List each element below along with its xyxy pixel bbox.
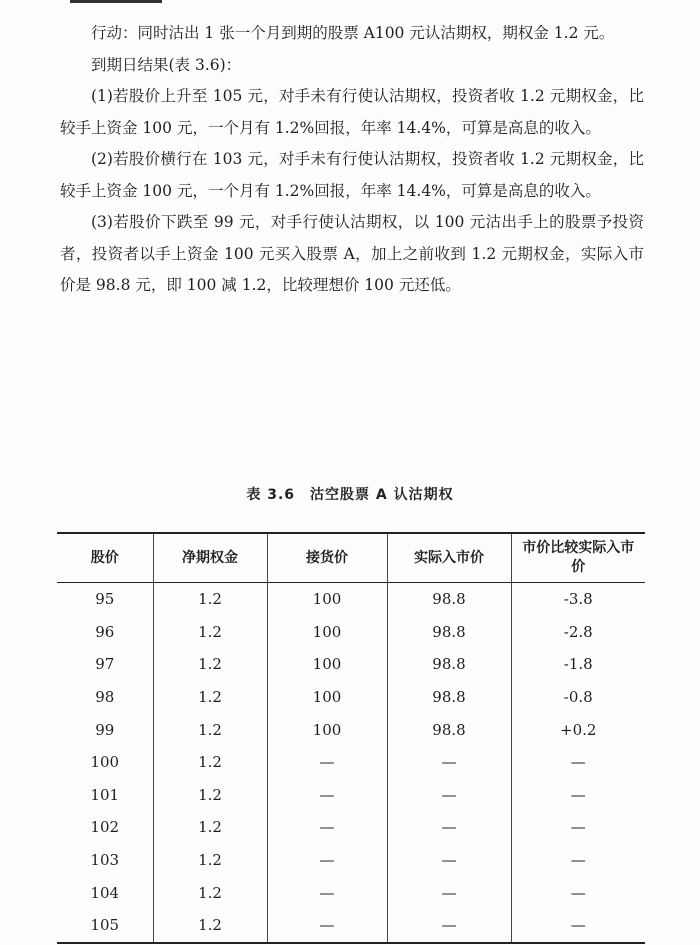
body-text (60, 18, 644, 302)
header-strike-price: 接货价 (267, 533, 387, 583)
cell-effective-entry-price: — (387, 844, 511, 877)
cell-effective-entry-price: — (387, 811, 511, 844)
cell-stock-price: 98 (95, 688, 115, 707)
cell-effective-entry-price: — (387, 909, 511, 943)
cell-stock-price: 105 (90, 916, 120, 935)
paragraph-case-3: (3)若股价下跌至 99 元，对手行使认沽期权，以 100 元沽出手上的股票予投资者，投资者以手上资金 100 元买入股票 A，加上之前收到 1.2 元期权金，实际入市价是 98.8 元，即 100 减 1.2，比较理想价 100 元还低。 (60, 213, 644, 294)
paragraph-expiry-results: 到期日结果(表 3.6)： (91, 55, 242, 74)
cell-net-premium: 1.2 (153, 616, 267, 649)
cell-effective-entry-price: 98.8 (387, 681, 511, 714)
cell-stock-price: 96 (95, 622, 115, 641)
header-effective-entry-price: 实际入市价 (387, 533, 511, 583)
cell-net-premium: 1.2 (153, 648, 267, 681)
table-title: 表 3.6 沽空股票 A 认沽期权 (246, 487, 454, 503)
cell-market-vs-entry: — (511, 844, 645, 877)
cell-stock-price: 104 (90, 883, 120, 902)
cell-stock-price: 103 (90, 851, 120, 870)
table-row (57, 909, 645, 943)
paragraph-action: 行动：同时沽出 1 张一个月到期的股票 A100 元认沽期权，期权金 1.2 元。 (91, 24, 615, 42)
top-rule (70, 0, 162, 3)
cell-net-premium: 1.2 (153, 811, 267, 844)
cell-market-vs-entry: -0.8 (511, 681, 645, 714)
cell-stock-price: 100 (90, 753, 120, 772)
cell-market-vs-entry: — (511, 909, 645, 943)
cell-stock-price: 99 (95, 720, 115, 739)
table-row (57, 876, 645, 909)
header-market-vs-entry: 市价比较实际入市价 (511, 533, 645, 583)
cell-market-vs-entry: — (511, 779, 645, 812)
cell-strike-price: 100 (267, 583, 387, 616)
cell-effective-entry-price: 98.8 (387, 616, 511, 649)
table-row (57, 616, 645, 649)
cell-strike-price: — (267, 844, 387, 877)
cell-market-vs-entry: -1.8 (511, 648, 645, 681)
table-row (57, 844, 645, 877)
cell-strike-price: — (267, 909, 387, 943)
paragraph-case-2: (2)若股价横行在 103 元，对手未有行使认沽期权，投资者收 1.2 元期权金，比较手上资金 100 元，一个月有 1.2%回报，年率 14.4%，可算是高息的收入。 (60, 150, 644, 200)
header-stock-price: 股价 (57, 533, 153, 583)
table-row (57, 746, 645, 779)
paragraph-case-1: (1)若股价上升至 105 元，对手未有行使认沽期权，投资者收 1.2 元期权金，比较手上资金 100 元，一个月有 1.2%回报，年率 14.4%，可算是高息的收入。 (60, 87, 644, 137)
table-header-row (57, 533, 645, 583)
cell-strike-price: 100 (267, 681, 387, 714)
table-row (57, 811, 645, 844)
cell-market-vs-entry: — (511, 876, 645, 909)
cell-strike-price: 100 (267, 616, 387, 649)
cell-stock-price: 101 (90, 785, 120, 804)
cell-strike-price: 100 (267, 648, 387, 681)
cell-net-premium: 1.2 (153, 713, 267, 746)
cell-net-premium: 1.2 (153, 876, 267, 909)
cell-strike-price: 100 (267, 713, 387, 746)
cell-net-premium: 1.2 (153, 909, 267, 943)
table-body (57, 583, 645, 943)
table-row (57, 648, 645, 681)
cell-effective-entry-price: 98.8 (387, 648, 511, 681)
cell-net-premium: 1.2 (153, 583, 267, 616)
cell-net-premium: 1.2 (153, 681, 267, 714)
cell-strike-price: — (267, 779, 387, 812)
cell-net-premium: 1.2 (153, 746, 267, 779)
header-net-premium: 净期权金 (153, 533, 267, 583)
cell-stock-price: 95 (95, 590, 115, 609)
cell-effective-entry-price: — (387, 779, 511, 812)
cell-effective-entry-price: — (387, 876, 511, 909)
data-table (57, 532, 645, 944)
cell-strike-price: — (267, 876, 387, 909)
cell-market-vs-entry: — (511, 811, 645, 844)
cell-net-premium: 1.2 (153, 844, 267, 877)
cell-net-premium: 1.2 (153, 779, 267, 812)
cell-effective-entry-price: — (387, 746, 511, 779)
cell-strike-price: — (267, 746, 387, 779)
table-row (57, 681, 645, 714)
table-row (57, 583, 645, 616)
cell-market-vs-entry: — (511, 746, 645, 779)
table-row (57, 779, 645, 812)
cell-effective-entry-price: 98.8 (387, 713, 511, 746)
cell-effective-entry-price: 98.8 (387, 583, 511, 616)
cell-market-vs-entry: -3.8 (511, 583, 645, 616)
cell-stock-price: 97 (95, 655, 115, 674)
cell-strike-price: — (267, 811, 387, 844)
cell-market-vs-entry: +0.2 (511, 713, 645, 746)
table-row (57, 713, 645, 746)
cell-market-vs-entry: -2.8 (511, 616, 645, 649)
cell-stock-price: 102 (90, 818, 120, 837)
